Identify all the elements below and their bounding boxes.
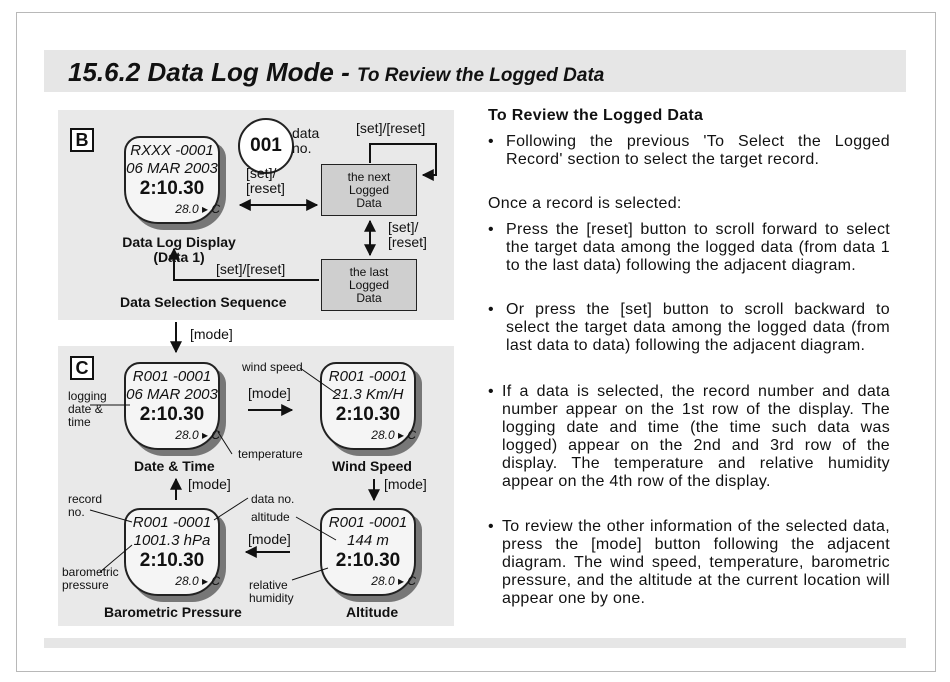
- bullet-dot: •: [488, 221, 494, 238]
- lcd-row1: R001 -0001: [328, 514, 408, 531]
- bullet-1: [488, 133, 890, 169]
- lcd-row2: 1001.3 hPa: [133, 532, 211, 549]
- set-reset-top: [set]/[reset]: [356, 120, 426, 136]
- bullet-text: Following the previous 'To Select the Logged Record' section to select the target record.: [506, 133, 890, 168]
- lcd-row4: 28.0 ▸ C: [175, 574, 220, 588]
- mode-3: [mode]: [384, 476, 427, 492]
- bullet-dot: •: [488, 133, 494, 150]
- bullet-text: To review the other information of the selected data, press the [mode] button following the adjacent diagram. The wind speed, temperature, barometric pressure, and the altitude at the current location will appear one by one.: [502, 518, 890, 607]
- data-log-caption: Data Log Display (Data 1): [122, 234, 236, 265]
- page-title: 15.6.2 Data Log Mode - To Review the Logged Data: [68, 57, 605, 87]
- lcd-row3: 2:10.30: [139, 404, 205, 425]
- bullet-dot: •: [488, 383, 494, 400]
- lcd-row2: 21.3 Km/H: [332, 386, 404, 403]
- lcd-row3: 2:10.30: [139, 550, 205, 571]
- mode-4: [mode]: [248, 531, 291, 547]
- data-number-circle: 001: [238, 118, 294, 174]
- lcd-row1: RXXX -0001: [130, 142, 214, 159]
- bullet-dot: •: [488, 518, 494, 535]
- bullet-5: [488, 518, 890, 608]
- lcd-row3: 2:10.30: [335, 404, 401, 425]
- data-no-label: data no.: [292, 125, 320, 156]
- logging-label: logging date & time: [68, 389, 107, 429]
- next-logged-data-box: the next Logged Data: [321, 164, 417, 216]
- lcd-row3: 2:10.30: [335, 550, 401, 571]
- last-logged-data-box: the last Logged Data: [321, 259, 417, 311]
- bullet-dot: •: [488, 301, 494, 318]
- bullet-text: Or press the [set] button to scroll backward to select the target data among the logged data (from last data to data) following the adjacent diagram.: [506, 301, 890, 354]
- lcd-row3: 2:10.30: [139, 178, 205, 199]
- set-reset-bottom: [set]/[reset]: [216, 261, 286, 277]
- altitude-label: altitude: [251, 510, 290, 524]
- relative-humidity-label: relative humidity: [249, 578, 294, 605]
- data-no-label-c: data no.: [251, 492, 295, 506]
- panel-c-label: C: [70, 356, 94, 380]
- sequence-caption: Data Selection Sequence: [120, 294, 287, 310]
- barometric-caption: Barometric Pressure: [104, 604, 242, 620]
- lcd-row1: R001 -0001: [328, 368, 408, 385]
- panel-b-label: B: [70, 128, 94, 152]
- lcd-row1: R001 -0001: [132, 514, 212, 531]
- wind-speed-caption: Wind Speed: [332, 458, 412, 474]
- mode-1: [mode]: [248, 385, 291, 401]
- lcd-row1: R001 -0001: [132, 368, 212, 385]
- altitude-caption: Altitude: [346, 604, 399, 620]
- barometric-label: barometric pressure: [62, 565, 119, 592]
- bullet-4: [488, 383, 890, 491]
- lcd-row2: 06 MAR 2003: [126, 386, 218, 403]
- set-reset-right: [set]/ [reset]: [388, 219, 427, 250]
- mode-between-panels: [mode]: [190, 326, 233, 342]
- date-time-caption: Date & Time: [134, 458, 215, 474]
- mode-2: [mode]: [188, 476, 231, 492]
- text-once: Once a record is selected:: [488, 195, 682, 212]
- lcd-row4: 28.0 ▸ C: [371, 574, 416, 588]
- lcd-row2: 06 MAR 2003: [126, 160, 218, 177]
- text-heading: To Review the Logged Data: [488, 107, 704, 124]
- bullet-text: Press the [reset] button to scroll forward to select the target data among the logged data (from data 1 to the last data) following the adjacent diagram.: [506, 221, 890, 274]
- lcd-row2: 144 m: [347, 532, 389, 549]
- temperature-label: temperature: [238, 447, 303, 461]
- wind-speed-label: wind speed: [242, 360, 303, 374]
- set-reset-mid: [set]/ [reset]: [246, 165, 285, 196]
- bullet-text: If a data is selected, the record number and data number appear on the 1st row of the display. The logging date and time (the time such data was logged) appear on the 2nd and 3rd row of the display. The temperature and relative humidity appear on the 4th row of the display.: [502, 383, 890, 490]
- bullet-3: [488, 301, 890, 355]
- bullet-2: [488, 221, 890, 275]
- lcd-row4: 28.0 ▸ C: [175, 428, 220, 442]
- lcd-row4: 28.0 ▸ C: [175, 202, 220, 216]
- lcd-row4: 28.0 ▸ C: [371, 428, 416, 442]
- record-no-label: record no.: [68, 492, 103, 519]
